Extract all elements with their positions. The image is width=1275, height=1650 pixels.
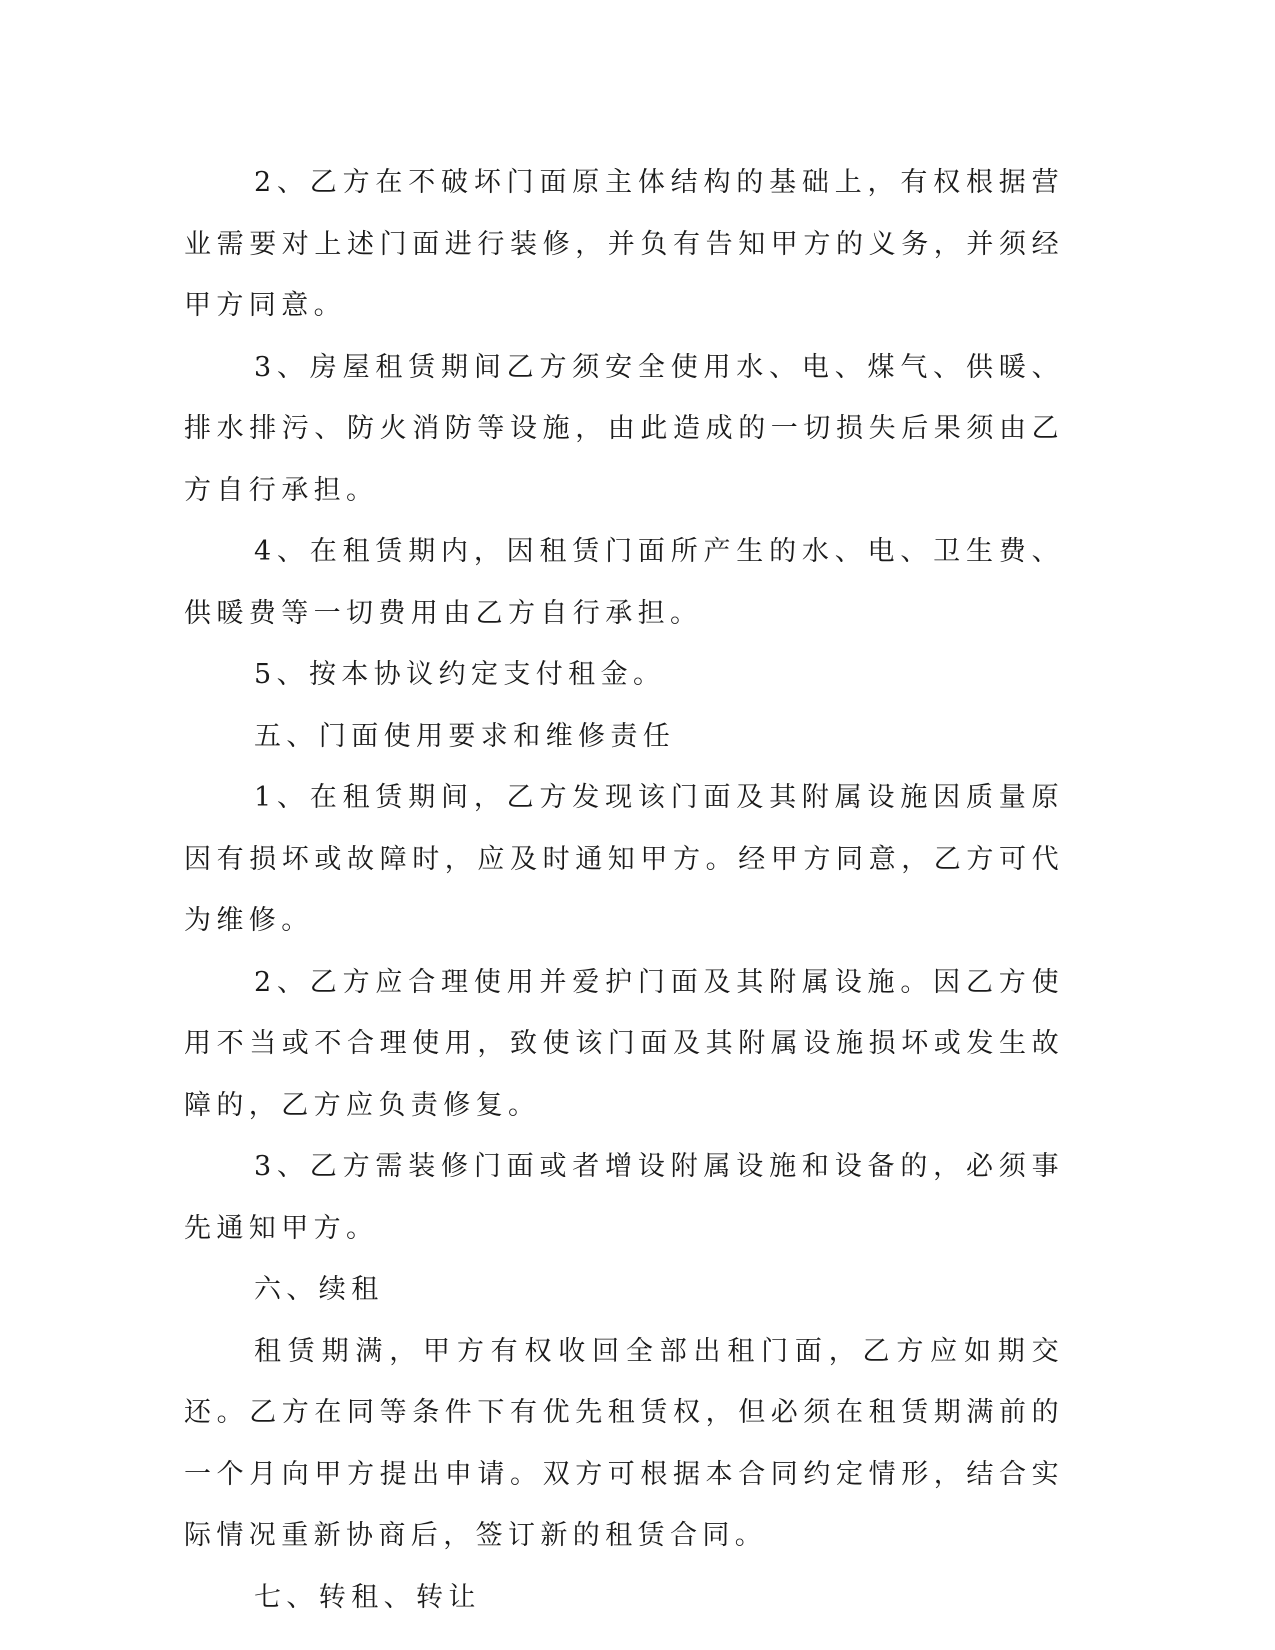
paragraph-maintenance-2: 2、乙方应合理使用并爱护门面及其附属设施。因乙方使用不当或不合理使用，致使该门面及其附属设施损坏或发生故障的，乙方应负责修复。: [184, 966, 1064, 1121]
paragraph-clause-4-fees: 4、在租赁期内，因租赁门面所产生的水、电、卫生费、供暖费等一切费用由乙方自行承担。: [184, 536, 1064, 629]
paragraph-maintenance-1: 1、在租赁期间，乙方发现该门面及其附属设施因质量原因有损坏或故障时，应及时通知甲方。经甲方同意，乙方可代为维修。: [184, 782, 1064, 936]
section-heading-seven: 七、转租、转让: [254, 1581, 481, 1613]
document-body: [184, 152, 1064, 1628]
section-heading-six: 六、续租: [254, 1274, 384, 1305]
paragraph-clause-5-rent: 5、按本协议约定支付租金。: [254, 659, 666, 690]
paragraph-clause-3-safety: 3、房屋租赁期间乙方须安全使用水、电、煤气、供暖、排水排污、防火消防等设施，由此造成的一切损失后果须由乙方自行承担。: [184, 351, 1064, 506]
section-heading-five: 五、门面使用要求和维修责任: [254, 720, 676, 752]
paragraph-clause-2-renovation: 2、乙方在不破坏门面原主体结构的基础上，有权根据营业需要对上述门面进行装修，并负有告知甲方的义务，并须经甲方同意。: [184, 167, 1064, 321]
paragraph-maintenance-3: 3、乙方需装修门面或者增设附属设施和设备的，必须事先通知甲方。: [184, 1151, 1064, 1244]
paragraph-renewal: 租赁期满，甲方有权收回全部出租门面，乙方应如期交还。乙方在同等条件下有优先租赁权，但必须在租赁期满前的一个月向甲方提出申请。双方可根据本合同约定情形，结合实际情况重新协商后，签订新的租赁合同。: [184, 1335, 1064, 1551]
